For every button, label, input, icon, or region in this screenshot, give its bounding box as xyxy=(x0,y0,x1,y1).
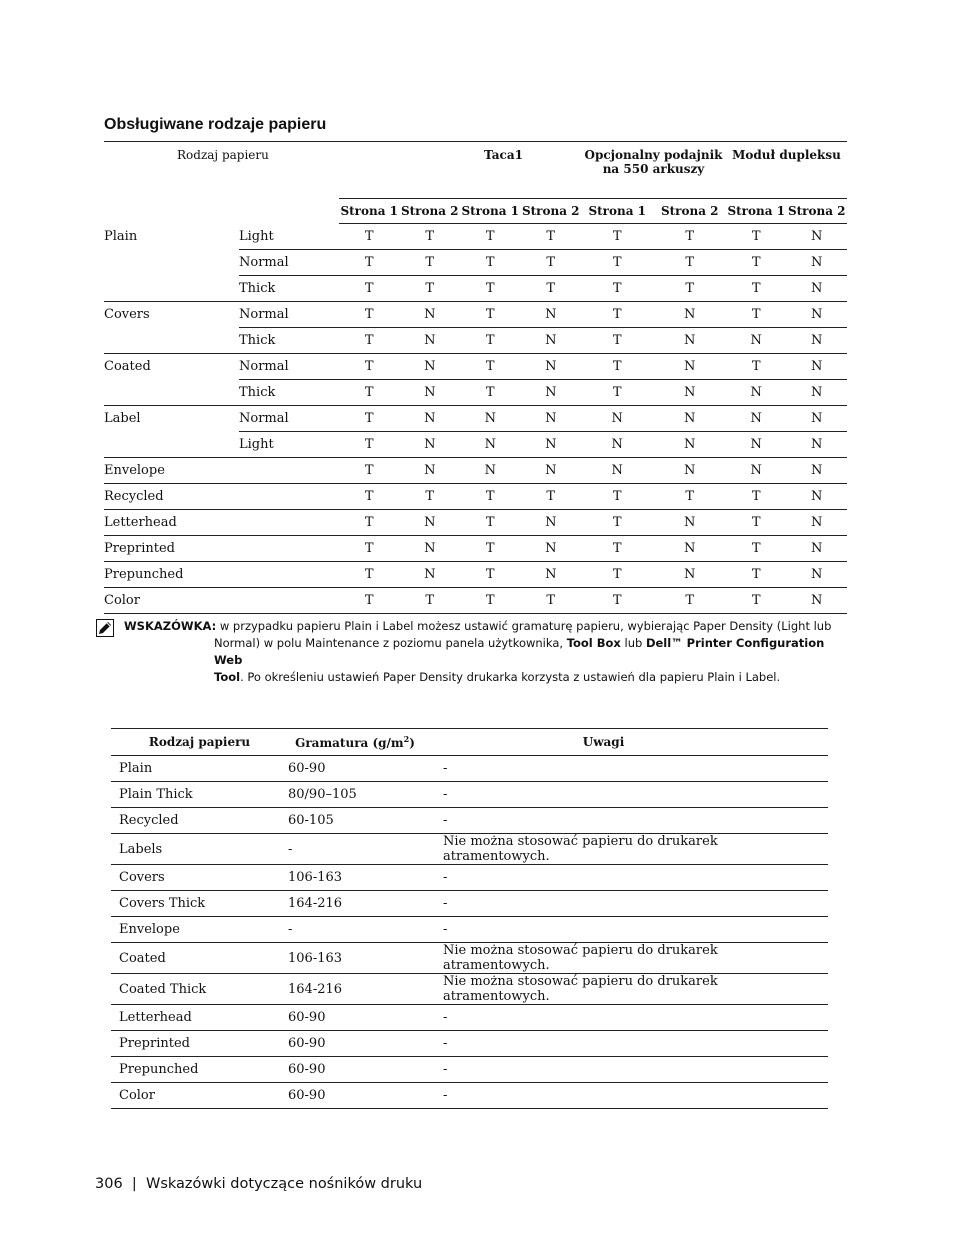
support-value-cell: N xyxy=(521,354,582,380)
support-value-cell: N xyxy=(521,510,582,536)
weight-value-cell: 164-216 xyxy=(288,974,443,1005)
support-value-cell: N xyxy=(460,406,521,432)
weight-note-cell: Nie można stosować papieru do drukarek atramentowych. xyxy=(443,943,828,974)
support-value-cell: N xyxy=(786,250,847,276)
support-value-cell: T xyxy=(339,302,400,328)
weight-value-cell: - xyxy=(288,917,443,943)
support-value-cell: T xyxy=(460,510,521,536)
table1-group-header xyxy=(104,142,847,199)
support-value-cell: T xyxy=(653,276,725,302)
paper-type-cell: Letterhead xyxy=(104,510,239,536)
paper-type-cell: Label xyxy=(104,406,239,432)
weight-value-cell: 60-90 xyxy=(288,1083,443,1109)
paper-type-cell xyxy=(104,276,239,302)
weight-value-cell: 60-90 xyxy=(288,1031,443,1057)
note-toolbox: Tool Box xyxy=(566,636,621,650)
paper-support-table xyxy=(104,141,847,614)
side-header: Strona 1 xyxy=(339,199,400,224)
weight-value-cell: 106-163 xyxy=(288,865,443,891)
support-value-cell: N xyxy=(460,432,521,458)
support-value-cell: T xyxy=(726,276,787,302)
table-row xyxy=(111,1031,828,1057)
support-value-cell: N xyxy=(811,229,823,244)
support-value-cell: T xyxy=(726,510,787,536)
table-row xyxy=(104,276,847,302)
support-value-cell: N xyxy=(400,328,461,354)
side-header: Strona 2 xyxy=(786,199,847,224)
support-value-cell: N xyxy=(726,406,787,432)
weight-value-cell: 60-90 xyxy=(288,1057,443,1083)
support-value-cell: N xyxy=(400,354,461,380)
paper-type-cell xyxy=(104,328,239,354)
support-value-cell: T xyxy=(339,562,400,588)
footer-section: Wskazówki dotyczące nośników druku xyxy=(146,1176,423,1192)
paper-subtype-cell xyxy=(239,458,339,484)
support-value-cell: T xyxy=(581,588,653,614)
support-value-cell: T xyxy=(581,354,653,380)
support-value-cell: N xyxy=(653,354,725,380)
table-row xyxy=(104,250,847,276)
paper-subtype-cell: Normal xyxy=(239,250,339,276)
support-value-cell: T xyxy=(653,484,725,510)
table-row xyxy=(104,328,847,354)
optional-feeder-header xyxy=(581,142,726,199)
support-value-cell: T xyxy=(581,380,653,406)
table2-header xyxy=(111,729,828,756)
paper-subtype-cell: Thick xyxy=(239,328,339,354)
support-value-cell: N xyxy=(400,380,461,406)
support-value-cell: N xyxy=(581,432,653,458)
support-value-cell: N xyxy=(521,562,582,588)
support-value-cell: N xyxy=(786,302,847,328)
support-value-cell: T xyxy=(685,229,695,244)
table-row xyxy=(104,432,847,458)
weight-type-cell: Covers xyxy=(111,865,288,891)
side-header: Strona 2 xyxy=(653,199,725,224)
support-value-cell: T xyxy=(726,354,787,380)
support-value-cell: N xyxy=(400,302,461,328)
support-value-cell: N xyxy=(786,510,847,536)
paper-type-header: Rodzaj papieru xyxy=(177,148,269,162)
support-value-cell: T xyxy=(521,484,582,510)
support-value-cell: T xyxy=(726,302,787,328)
footer-separator: | xyxy=(131,1176,137,1192)
paper-subtype-cell: Light xyxy=(239,228,274,244)
support-value-cell: T xyxy=(726,562,787,588)
support-value-cell: N xyxy=(400,406,461,432)
table1-body xyxy=(104,224,847,614)
weight-note-cell: - xyxy=(443,782,828,808)
table-row xyxy=(104,302,847,328)
support-value-cell: N xyxy=(400,510,461,536)
paper-subtype-cell xyxy=(239,536,339,562)
support-value-cell: T xyxy=(400,276,461,302)
table-row xyxy=(104,380,847,406)
support-value-cell: N xyxy=(726,458,787,484)
weight-type-cell: Coated xyxy=(111,943,288,974)
support-value-cell: N xyxy=(521,302,582,328)
support-value-cell: T xyxy=(581,562,653,588)
support-value-cell: N xyxy=(653,380,725,406)
support-value-cell: T xyxy=(485,229,495,244)
support-value-cell: T xyxy=(726,250,787,276)
support-value-cell: N xyxy=(400,458,461,484)
support-value-cell: T xyxy=(339,484,400,510)
support-value-cell: N xyxy=(653,536,725,562)
support-value-cell: T xyxy=(339,328,400,354)
support-value-cell: T xyxy=(460,588,521,614)
support-value-cell: T xyxy=(521,250,582,276)
note-tool: Tool xyxy=(214,670,241,684)
table-row xyxy=(111,891,828,917)
paper-subtype-cell xyxy=(239,588,339,614)
support-value-cell: N xyxy=(653,458,725,484)
support-value-cell: T xyxy=(521,276,582,302)
paper-type-cell: Color xyxy=(104,588,239,614)
paper-subtype-cell xyxy=(239,562,339,588)
table-row xyxy=(104,536,847,562)
support-value-cell: T xyxy=(581,536,653,562)
weight-note-cell: - xyxy=(443,808,828,834)
support-value-cell: N xyxy=(786,432,847,458)
support-value-cell: N xyxy=(521,536,582,562)
paper-type-cell xyxy=(104,250,239,276)
weight-type-cell: Labels xyxy=(111,834,288,865)
support-value-cell: N xyxy=(786,562,847,588)
support-value-cell: N xyxy=(653,302,725,328)
paper-type-cell: Covers xyxy=(104,302,239,328)
side-header: Strona 1 xyxy=(581,199,653,224)
paper-subtype-cell: Thick xyxy=(239,380,339,406)
note-continuation xyxy=(214,635,836,686)
support-value-cell: N xyxy=(521,458,582,484)
paper-subtype-cell xyxy=(239,510,339,536)
side-header: Strona 2 xyxy=(521,199,582,224)
weight-note-cell: - xyxy=(443,1083,828,1109)
weight-type-cell: Recycled xyxy=(111,808,288,834)
weight-type-cell: Plain xyxy=(111,756,288,782)
optional-feeder-line2: na 550 arkuszy xyxy=(602,162,705,176)
support-value-cell: N xyxy=(653,562,725,588)
weight-type-cell: Color xyxy=(111,1083,288,1109)
support-value-cell: T xyxy=(339,510,400,536)
support-value-cell: T xyxy=(581,484,653,510)
support-value-cell: T xyxy=(460,328,521,354)
support-value-cell: T xyxy=(339,276,400,302)
weight-note-cell: Nie można stosować papieru do drukarek atramentowych. xyxy=(443,834,828,865)
weight-type-header: Rodzaj papieru xyxy=(111,729,288,756)
support-value-cell: T xyxy=(460,380,521,406)
paper-subtype-cell xyxy=(239,484,339,510)
weight-value-cell: - xyxy=(288,834,443,865)
paper-type-cell xyxy=(104,432,239,458)
support-value-cell: T xyxy=(460,276,521,302)
optional-feeder-line1: Opcjonalny podajnik xyxy=(584,148,723,162)
support-value-cell: T xyxy=(581,328,653,354)
support-value-cell: T xyxy=(339,536,400,562)
support-value-cell: T xyxy=(460,562,521,588)
note-text xyxy=(124,618,836,635)
support-value-cell: T xyxy=(400,484,461,510)
paper-type-cell: Plain xyxy=(104,229,138,244)
support-value-cell: N xyxy=(521,432,582,458)
support-value-cell: N xyxy=(653,406,725,432)
support-value-cell: N xyxy=(726,328,787,354)
weight-value-cell: 60-90 xyxy=(288,756,443,782)
support-value-cell: T xyxy=(521,588,582,614)
note-part3: lub xyxy=(620,636,646,650)
support-value-cell: T xyxy=(546,229,556,244)
support-value-cell: T xyxy=(460,484,521,510)
support-value-cell: N xyxy=(786,354,847,380)
paper-subtype-cell: Normal xyxy=(239,406,339,432)
weight-type-cell: Coated Thick xyxy=(111,974,288,1005)
weight-note-cell: - xyxy=(443,917,828,943)
table-row xyxy=(111,1057,828,1083)
support-value-cell: T xyxy=(726,536,787,562)
support-value-cell: N xyxy=(653,432,725,458)
paper-subtype-cell: Normal xyxy=(239,302,339,328)
support-value-cell: N xyxy=(786,380,847,406)
side-header: Strona 1 xyxy=(726,199,787,224)
support-value-cell: T xyxy=(581,250,653,276)
support-value-cell: T xyxy=(339,380,400,406)
note-block xyxy=(96,618,836,686)
weight-note-cell: - xyxy=(443,1031,828,1057)
support-value-cell: T xyxy=(339,406,400,432)
support-value-cell: N xyxy=(653,510,725,536)
note-webtool: Dell™ Printer Configuration Web xyxy=(214,636,825,667)
weight-value-cell: 60-90 xyxy=(288,1005,443,1031)
duplex-header: Moduł dupleksu xyxy=(732,148,841,162)
paper-type-cell: Preprinted xyxy=(104,536,239,562)
support-value-cell: N xyxy=(726,380,787,406)
support-value-cell: N xyxy=(786,458,847,484)
weight-note-cell: - xyxy=(443,1005,828,1031)
support-value-cell: N xyxy=(786,406,847,432)
note-part4: . Po określeniu ustawień Paper Density drukarka korzysta z ustawień dla papieru Plain i Label. xyxy=(240,670,781,684)
table2-body xyxy=(111,756,828,1109)
table-row xyxy=(111,917,828,943)
weight-value-cell: 80/90–105 xyxy=(288,782,443,808)
support-value-cell: N xyxy=(786,588,847,614)
support-value-cell: N xyxy=(786,276,847,302)
weight-type-cell: Envelope xyxy=(111,917,288,943)
weight-type-cell: Letterhead xyxy=(111,1005,288,1031)
support-value-cell: N xyxy=(521,406,582,432)
support-value-cell: T xyxy=(400,588,461,614)
side-header-spacer xyxy=(104,199,339,224)
support-value-cell: T xyxy=(364,229,374,244)
weight-value-cell: 106-163 xyxy=(288,943,443,974)
support-value-cell: T xyxy=(339,432,400,458)
note-part2: Normal) w polu Maintenance z poziomu panela użytkownika, xyxy=(214,636,567,650)
table-row xyxy=(104,562,847,588)
support-value-cell: N xyxy=(400,562,461,588)
paper-subtype-cell: Normal xyxy=(239,354,339,380)
support-value-cell: N xyxy=(581,406,653,432)
table-row xyxy=(104,224,847,250)
paper-type-cell: Coated xyxy=(104,354,239,380)
support-value-cell: N xyxy=(400,432,461,458)
support-value-cell: T xyxy=(460,250,521,276)
weight-type-cell: Preprinted xyxy=(111,1031,288,1057)
support-value-cell: T xyxy=(653,250,725,276)
support-value-cell: N xyxy=(726,432,787,458)
side-header: Strona 2 xyxy=(400,199,461,224)
pencil-note-icon xyxy=(96,619,114,637)
page-footer xyxy=(95,1176,422,1192)
support-value-cell: N xyxy=(653,328,725,354)
paper-subtype-cell: Thick xyxy=(239,276,339,302)
table-row xyxy=(111,974,828,1005)
support-value-cell: T xyxy=(581,302,653,328)
support-value-cell: T xyxy=(726,484,787,510)
table-row xyxy=(104,588,847,614)
support-value-cell: T xyxy=(400,250,461,276)
weight-type-cell: Plain Thick xyxy=(111,782,288,808)
paper-type-cell xyxy=(104,380,239,406)
support-value-cell: T xyxy=(581,510,653,536)
taca1-header: Taca1 xyxy=(484,148,523,162)
support-value-cell: N xyxy=(786,328,847,354)
paper-type-cell: Prepunched xyxy=(104,562,239,588)
page-number: 306 xyxy=(95,1176,123,1192)
support-value-cell: T xyxy=(460,302,521,328)
support-value-cell: T xyxy=(460,354,521,380)
paper-type-cell: Recycled xyxy=(104,484,239,510)
table-row xyxy=(111,865,828,891)
note-label: WSKAZÓWKA: xyxy=(124,619,217,633)
weight-note-cell: - xyxy=(443,865,828,891)
weight-note-cell: - xyxy=(443,1057,828,1083)
support-value-cell: N xyxy=(400,536,461,562)
section-heading: Obsługiwane rodzaje papieru xyxy=(104,116,327,133)
weight-type-cell: Covers Thick xyxy=(111,891,288,917)
note-part1: w przypadku papieru Plain i Label możesz ustawić gramaturę papieru, wybierając Paper Density (Light lub xyxy=(216,619,832,633)
paper-subtype-cell: Light xyxy=(239,432,339,458)
table-row xyxy=(111,943,828,974)
support-value-cell: T xyxy=(339,588,400,614)
support-value-cell: T xyxy=(726,588,787,614)
table-row xyxy=(104,354,847,380)
weight-type-cell: Prepunched xyxy=(111,1057,288,1083)
notes-header: Uwagi xyxy=(443,729,828,756)
table-row xyxy=(104,484,847,510)
support-value-cell: N xyxy=(786,484,847,510)
support-value-cell: N xyxy=(521,328,582,354)
support-value-cell: T xyxy=(339,458,400,484)
support-value-cell: N xyxy=(786,536,847,562)
support-value-cell: T xyxy=(581,276,653,302)
support-value-cell: T xyxy=(460,536,521,562)
support-value-cell: N xyxy=(581,458,653,484)
table-row xyxy=(111,834,828,865)
support-value-cell: T xyxy=(339,250,400,276)
table-row xyxy=(111,1083,828,1109)
side-header: Strona 1 xyxy=(460,199,521,224)
table-row xyxy=(104,458,847,484)
weight-header: Gramatura $(g/m^2)$ xyxy=(288,729,443,756)
table-row xyxy=(111,782,828,808)
weight-note-cell: - xyxy=(443,891,828,917)
weight-note-cell: Nie można stosować papieru do drukarek atramentowych. xyxy=(443,974,828,1005)
paper-weight-table xyxy=(111,728,828,1109)
weight-value-cell: 60-105 xyxy=(288,808,443,834)
table-row xyxy=(104,510,847,536)
table-row xyxy=(111,808,828,834)
support-value-cell: T xyxy=(339,354,400,380)
support-value-cell: T xyxy=(425,229,435,244)
support-value-cell: T xyxy=(653,588,725,614)
support-value-cell: N xyxy=(521,380,582,406)
support-value-cell: T xyxy=(751,229,761,244)
weight-note-cell: - xyxy=(443,756,828,782)
support-value-cell: T xyxy=(612,229,622,244)
table-row xyxy=(111,1005,828,1031)
support-value-cell: N xyxy=(460,458,521,484)
table-row xyxy=(104,406,847,432)
weight-value-cell: 164-216 xyxy=(288,891,443,917)
table1-side-header xyxy=(104,199,847,224)
table-row xyxy=(111,756,828,782)
paper-type-cell: Envelope xyxy=(104,458,239,484)
